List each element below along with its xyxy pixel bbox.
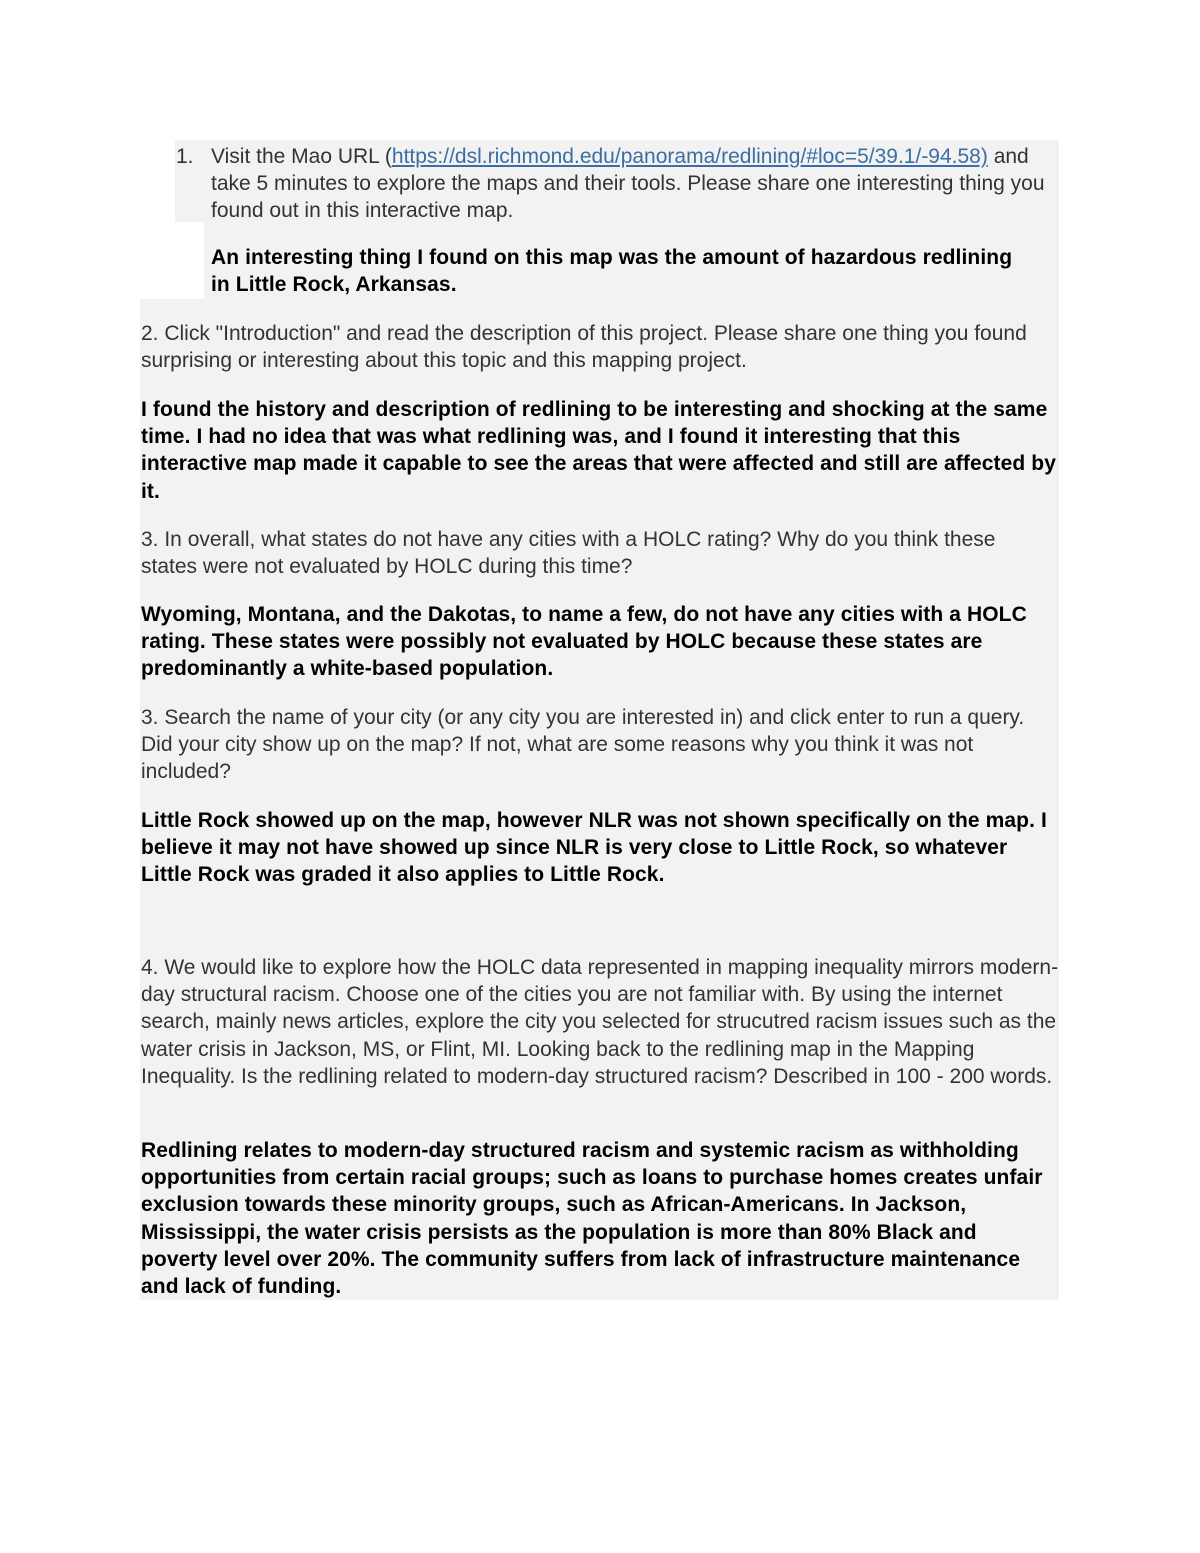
answer-2: I found the history and description of redlining to be interesting and shocking at the same time. I had no idea that was what redlining was, and I found it interesting that this interactive map made it capable to see the areas that were affected and still are affected by it.	[141, 398, 1056, 503]
question-3b: 3. Search the name of your city (or any city you are interested in) and click enter to run a query. Did your city show up on the map? If not, what are some reasons why you think it was not included?	[141, 706, 1025, 784]
map-url-link[interactable]: https://dsl.richmond.edu/panorama/redlining/#loc=5/39.1/-94.58)	[391, 145, 988, 168]
question-2: 2. Click "Introduction" and read the description of this project. Please share one thing you found surprising or interesting about this topic and this mapping project.	[141, 322, 1027, 373]
question-1-number: 1.	[176, 145, 194, 168]
answer-1: An interesting thing I found on this map was the amount of hazardous redlining in Little Rock, Arkansas.	[211, 246, 1013, 297]
question-1-prefix: Visit the Mao URL (	[211, 145, 392, 168]
answer-3b: Little Rock showed up on the map, however NLR was not shown specifically on the map. I believe it may not have showed up since NLR is very close to Little Rock, so whatever Little Rock was graded it also applies to Little Rock.	[141, 809, 1047, 887]
question-1-suffix: and take 5 minutes to explore the maps and their tools. Please share one interesting thing you found out in this interactive map.	[211, 145, 1045, 223]
question-3a: 3. In overall, what states do not have any cities with a HOLC rating? Why do you think these states were not evaluated by HOLC during this time?	[141, 528, 996, 579]
answer-3a: Wyoming, Montana, and the Dakotas, to name a few, do not have any cities with a HOLC rating. These states were possibly not evaluated by HOLC because these states are predominantly a white-based population.	[141, 603, 1027, 681]
question-4: 4. We would like to explore how the HOLC data represented in mapping inequality mirrors modern-day structural racism. Choose one of the cities you are not familiar with. By using the internet search, mainly news articles, explore the city you selected for strucutred racism issues such as the water crisis in Jackson, MS, or Flint, MI. Looking back to the redlining map in the Mapping Inequality. Is the redlining related to modern-day structured racism? Described in 100 - 200 words.	[141, 956, 1059, 1088]
answer-4: Redlining relates to modern-day structured racism and systemic racism as withholding opportunities from certain racial groups; such as loans to purchase homes creates unfair exclusion towards these minority groups, such as African-Americans. In Jackson, Mississippi, the water crisis persists as the population is more than 80% Black and poverty level over 20%. The community suffers from lack of infrastructure maintenance and lack of funding.	[141, 1139, 1043, 1299]
question-1	[211, 143, 1059, 225]
